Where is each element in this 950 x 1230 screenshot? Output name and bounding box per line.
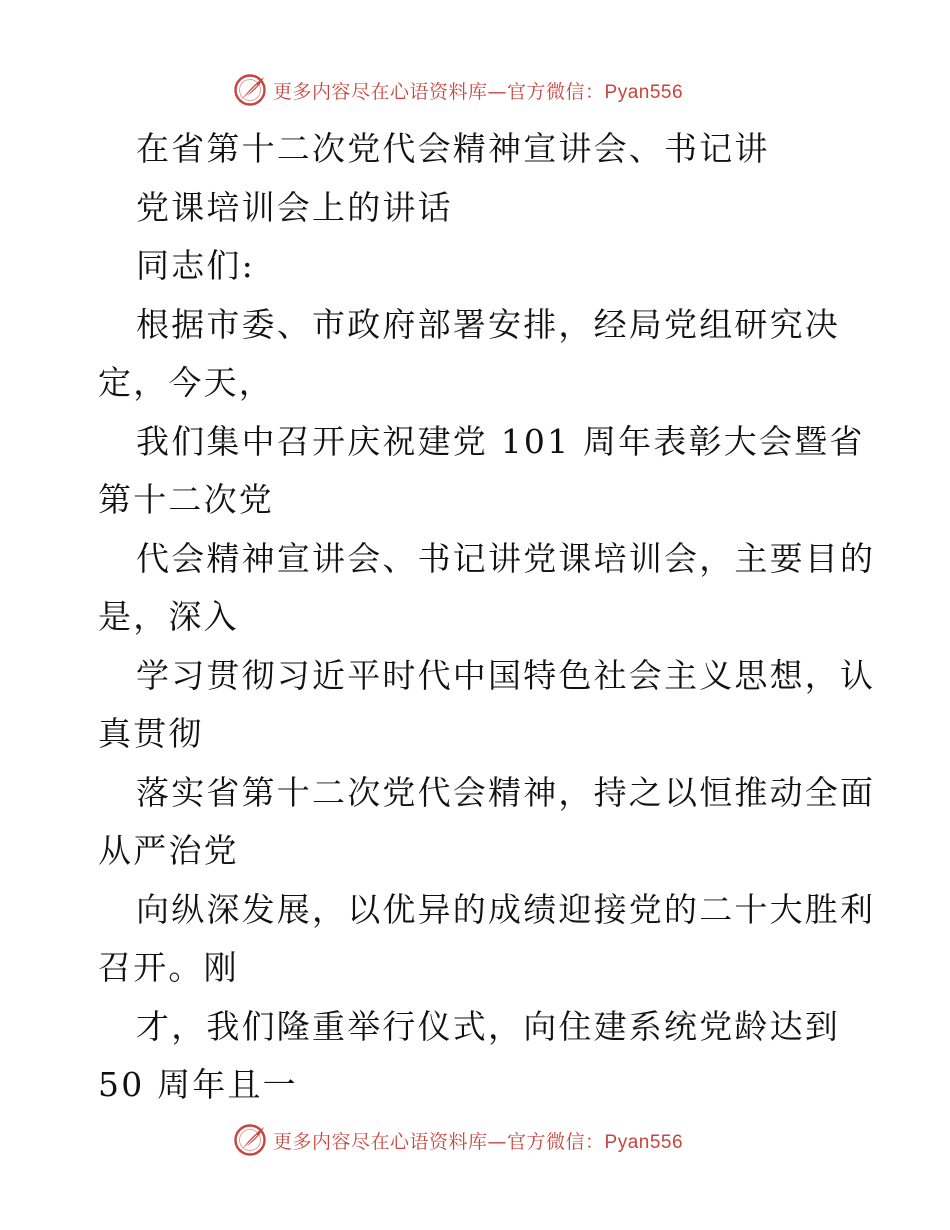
text-line: 在省第十二次党代会精神宣讲会、书记讲 — [136, 129, 770, 168]
text-line: 落实省第十二次党代会精神，持之以恒推动全面 — [136, 772, 876, 812]
watermark-text: 更多内容尽在心语资料库—官方微信：Pyan556 — [273, 80, 684, 103]
text-line: 向纵深发展，以优异的成绩迎接党的二十大胜利 — [136, 889, 876, 929]
text-line: 是，深入 — [98, 597, 239, 636]
feather-seal-icon — [233, 1123, 267, 1157]
text-line: 真贯彻 — [98, 714, 204, 753]
text-line: 同志们: — [136, 246, 255, 285]
text-line: 代会精神宣讲会、书记讲党课培训会，主要目的 — [136, 538, 876, 578]
text-line: 召开。刚 — [98, 948, 239, 987]
text-line: 50 周年且一 — [98, 1065, 298, 1104]
text-line: 才，我们隆重举行仪式，向住建系统党龄达到 — [136, 1006, 840, 1046]
text-line: 第十二次党 — [98, 480, 274, 519]
watermark-text: 更多内容尽在心语资料库—官方微信：Pyan556 — [273, 1130, 684, 1153]
text-line: 学习贯彻习近平时代中国特色社会主义思想，认 — [136, 655, 876, 695]
document-body — [98, 120, 876, 1115]
footer-watermark — [233, 1122, 683, 1158]
feather-seal-icon — [233, 73, 267, 107]
text-line: 党课培训会上的讲话 — [136, 187, 453, 227]
text-line: 根据市委、市政府部署安排，经局党组研究决 — [136, 304, 840, 344]
header-watermark — [233, 72, 683, 108]
text-line: 我们集中召开庆祝建党 101 周年表彰大会暨省 — [136, 421, 865, 461]
text-line: 从严治党 — [98, 831, 239, 870]
text-line: 定，今天， — [98, 363, 274, 402]
